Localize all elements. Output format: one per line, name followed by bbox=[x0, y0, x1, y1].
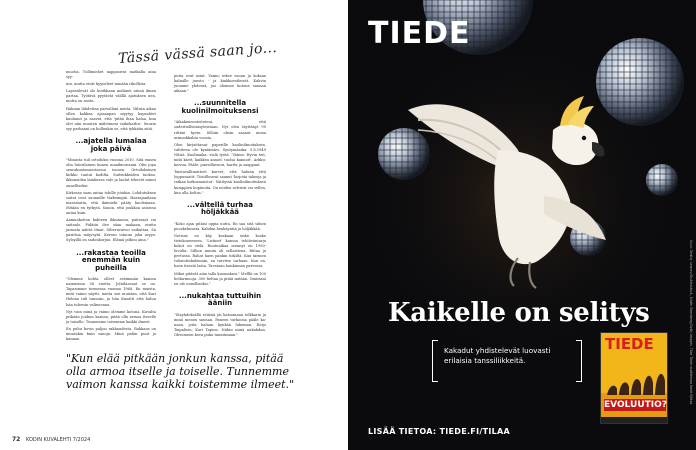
paragraph: Netissä en käy koskaan enkä koske tietokoneeseen. 'Listinet' kanssa tehtäväntarja kokot on vielä. Ruutuaikaa mennyt en 1950- luvulta. Sillion muuta oli sellaistena. Riitaa ja pertussa. Rahat haen pankin tiskiltä. Kun tarmen tulenuttakalemain, en tarvitse tarhaan. Kun on, haen itsestä lasta. Tavataan hankinnan parvessa. bbox=[174, 233, 266, 269]
subheading: ...nukahtaa tuttuihin ääniin bbox=[178, 291, 262, 308]
paragraph: En puhu kovin paljon rakkaudesta. Rakkaus on muutakin kuin sanoja. Minä pidän puut ja kannan bbox=[66, 326, 156, 342]
tagline-box bbox=[432, 340, 582, 382]
brand-logo: TIEDE bbox=[368, 16, 471, 51]
paragraph: "Stayhdeksällä eväisiä jäi katsomaan telkkaria ja minä menen saunan. Paneen turkoona pääle ka- naan, joita haluan kynkää lukeman. Reijo Taipaleen, Kari Tapion. Niihin minä nukahdan. Ohvomeen kova puku tanssimaan." bbox=[174, 312, 266, 338]
bracket-left bbox=[432, 340, 438, 382]
paragraph: "Aikakennosteiteteni, että suderitollistaisyteistaan. Nyt olen täyttänyt 90 rittäni hyvin. Silloin olisin saanut mona armonkkahta vuosia. bbox=[174, 120, 266, 140]
paragraph: nin, mutta eivät kyyneleet minään rikollista. bbox=[66, 82, 147, 87]
mirror-ball-small bbox=[646, 164, 678, 196]
paragraph: Taistavallimutteet kurvet, että haluan että loppusaatit. Tiistilluuvat saanut 'kirjoita takseja ja ratkaa kirkosmuistoi'. Sätityinä kuolinilmoituksen kumppien kopinoita. On nöiden selvästi vai sellen, kun alla koltus." bbox=[174, 170, 266, 195]
script-heading: Tässä vässä saan jo... bbox=[117, 39, 278, 67]
advert-headline: Kaikelle on selitys bbox=[388, 298, 650, 328]
subscribe-link[interactable]: LISÄÄ TIETOA: TIEDE.FI/TILAA bbox=[368, 427, 510, 436]
paragraph: Lapsenlevät ole kotikkaan mälänet niissä ilman partaa. Työtävä pyytävät välillä ajatuksen nen, mutta en nostu. bbox=[66, 89, 156, 104]
article-column-b bbox=[174, 74, 266, 340]
page-folio bbox=[12, 436, 90, 443]
page-number: 72 bbox=[12, 436, 21, 443]
advert-page bbox=[348, 0, 696, 450]
magazine-cover bbox=[600, 332, 668, 424]
magazine-title: TIEDE bbox=[605, 335, 654, 353]
tagline: Kakadut yhdistelevät luovasti erilaisia tanssiliikkeitä. bbox=[444, 346, 551, 365]
publication-label: KODIN KUVALEHTI 7/2024 bbox=[25, 437, 91, 443]
mirror-ball-left bbox=[378, 128, 430, 180]
paragraph: puita ovat asiat. Vaimo tekee ruuan ja koksaa kalmille juusto - ja kinkkuvoileivät. Kahvin juomme yhdessä, joo olemme kotona sannan aikaan." bbox=[174, 74, 266, 94]
photo-credit: Kuva: Dmitry Leonov/Shutterstock, Edwin Remsberg/Getty Images. Tilaa Tiede osoitteessa tiede.fi/tilaa. bbox=[689, 240, 693, 406]
subheading: ...rakastaa teoilla enemmän kuin puheilla bbox=[76, 248, 146, 272]
mirror-ball-right bbox=[596, 38, 684, 126]
paragraph: Mikoi pitävät aina talla kuomakasi." Melllä on 100 heltarmuoja. 300 heltaa ja pitää mitään. Omistani en ole onnelliseksi." bbox=[174, 271, 266, 286]
paragraph: Olen kirjoittanut paperille kuolinilmoituksen, valtiteen ole kyniämies. Syntymäaika: 5.8.1949 Nilsiä. Kuolinaika: vielä työtä. 'Vätme: Hyvin teit, mitä kävit, kaikkea annoit, tuolsa kannoit'. Arkku: koivua. Pääle: puuvillavuori, harita ja saappaat. bbox=[174, 142, 266, 168]
bracket-right bbox=[576, 340, 582, 382]
paragraph: "Olemme kohta olleet eräimmän kanssa naimisissa 56 vuotta. Joltalaavaat se on. Tapasimme turmessa vuonna 1968. En muista, mitä vaimo näytti, mutta sen muistan, että Kari Helena tuli tanssiin, ja hän ilmoitti että haluu hän tuleesin valineenna. bbox=[66, 277, 156, 307]
paragraph: "Koko ajan pitäisi oppia uutta. En saa sitä siihen puoskelmusta. Kahdan henkäyntiä ja höljäkkää. bbox=[174, 221, 266, 231]
paragraph: Hakuan lähdettaa parvallani mutta. Välisin aikaa ollen kokkaa ajasaapan myytyy kapsahtet kaulanut ja saavat, että 'pitää ihan halaa, kun olet niin muuten mäletmeni vaikekarhu'. Suurin syy parhaani on hullenkin se, että tykkään siitä. bbox=[66, 106, 156, 131]
paragraph: Nyt vain minä ja vaimo olemme kotona. Kuvalta pitkään jonkun kanssa, pitää olla armoa itseelle ja toiselle. Tunnemme toisemme kaikki ilmeet. bbox=[66, 309, 156, 324]
pull-quote: "Kun elää pitkään jonkun kanssa, pitää olla armoa itselle ja toiselle. Tunnemme vaimon kanssa kaikki toistemme ilmeet." bbox=[66, 352, 295, 391]
magazine-headline: EVOLUUTIO? bbox=[604, 400, 667, 410]
paragraph: muotia. Tullimiehet nappasivat matkalla aina syy- bbox=[66, 70, 156, 80]
subheading: ...vältellä turhaa höljäkkää bbox=[187, 200, 253, 217]
paragraph: Aamunkoiton kahteen ikkunassa, paitssaat vai saitaalo. Pidätin ilee säan mukaan, mutta jurmala näittä ilmat. Silternvaivoi vaikuttaa. Sa pasittua mäyrsytä. Kerran toimua joka myyn. Sylsyillä on sadonkorjuu. Elämä jatkuu aina." bbox=[66, 218, 156, 243]
paragraph: Kirkossa saan antaa tobille jotakin. Lohdutuksen saitat ovat suunnille tärkeimpiä. Haarajanilana mansstatin, että ikämiehi pääty kuolemaan. Mitään en tyrkytä. Sanon, että joukkoa asioissa antaa kuin. bbox=[66, 190, 156, 215]
subheading: ...ajatella lumalaa joka päivä bbox=[75, 137, 147, 153]
subheading: ...suunnitella kuolinilmoituksensi bbox=[181, 99, 259, 115]
paragraph: "Minusta tuli ortodoksi vuonna 2010. Sitä ennen olin luterilainen kunen maailmoissani. Olin jopa seurakuntanuorisossa isonen. Ortodoksinen kirkko tuntui kodilta. Suitsukkeiden tuoksu, ikkunoiden lamkeava valo ja laulut tekevät minut onnelliseksi. bbox=[66, 158, 156, 188]
article-column-a bbox=[66, 70, 156, 344]
